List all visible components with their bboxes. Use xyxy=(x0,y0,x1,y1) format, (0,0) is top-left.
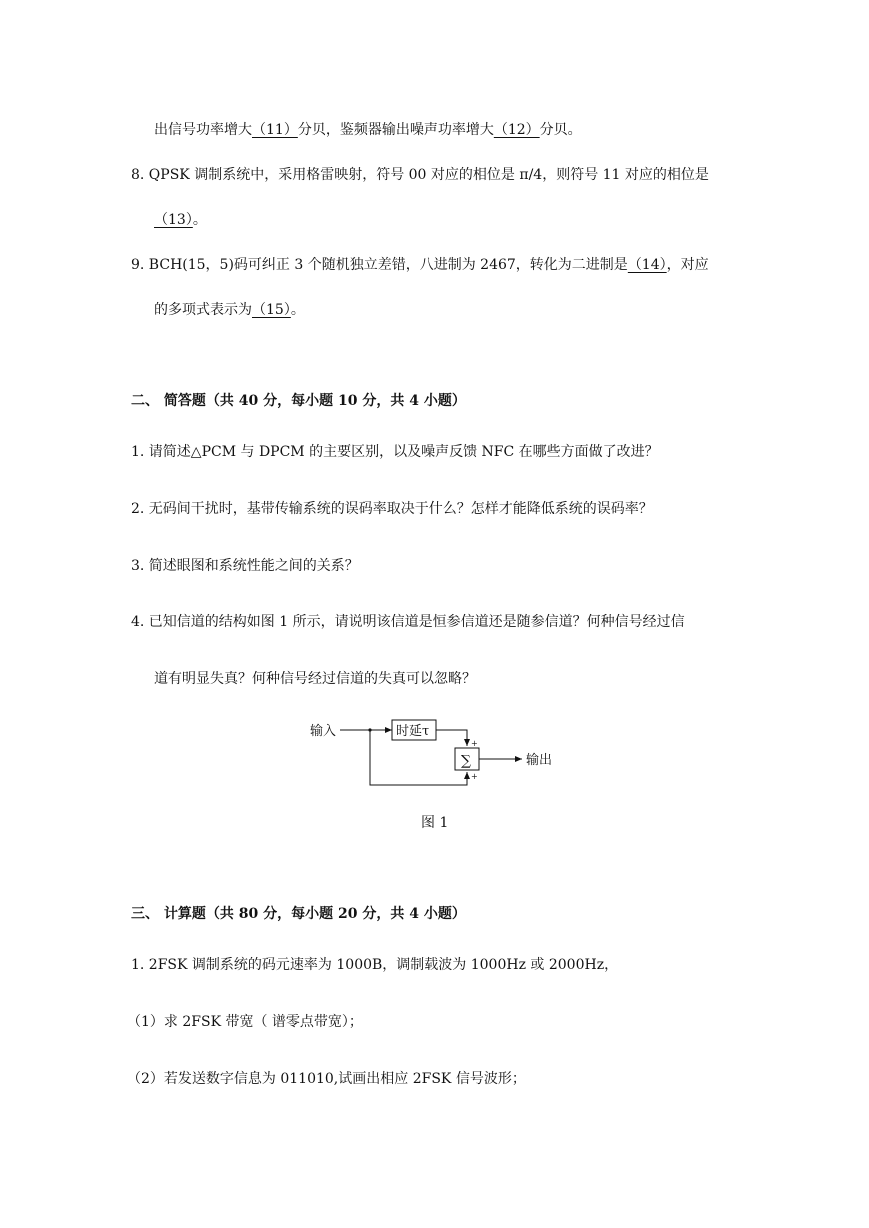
input-label: 输入 xyxy=(310,724,337,739)
q7-continuation xyxy=(154,121,582,139)
delay-label: 时延τ xyxy=(396,724,430,739)
q8-end: 。 xyxy=(192,212,207,228)
section-2-question-4-continuation: 道有明显失真？何种信号经过信道的失真可以忽略？ xyxy=(154,671,476,687)
output-label: 输出 xyxy=(526,753,553,768)
q7-text-3: 分贝。 xyxy=(539,122,582,138)
blank-13: （13） xyxy=(154,212,193,228)
section-2-question-4: 4. 已知信道的结构如图 1 所示，请说明该信道是恒参信道还是随参信道？何种信号经过信 xyxy=(131,614,685,630)
blank-14: （14） xyxy=(627,257,667,273)
q9-text-3: 的多项式表示为 xyxy=(154,302,252,318)
q9-end: 。 xyxy=(290,302,305,318)
question-9 xyxy=(131,256,709,274)
q7-text-2: 分贝，鉴频器输出噪声功率增大 xyxy=(297,122,494,138)
section-2-question-2: 2. 无码间干扰时，基带传输系统的误码率取决于什么？怎样才能降低系统的误码率？ xyxy=(131,501,653,517)
sum-symbol: ∑ xyxy=(461,753,471,769)
blank-12: （12） xyxy=(493,122,540,138)
section-2-question-1: 1. 请简述△PCM 与 DPCM 的主要区别，以及噪声反馈 NFC 在哪些方面做了改进？ xyxy=(131,444,659,460)
blank-15: （15） xyxy=(252,302,291,318)
question-9-continuation xyxy=(154,301,305,319)
channel-diagram xyxy=(300,712,580,802)
section-3-heading: 三、 计算题（共 80 分，每小题 20 分，共 4 小题） xyxy=(131,906,466,922)
plus-bottom: + xyxy=(471,772,478,781)
figure-caption: 图 1 xyxy=(421,815,449,831)
q9-text: 9. BCH(15，5)码可纠正 3 个随机独立差错，八进制为 2467，转化为二进制是 xyxy=(131,257,628,273)
q8-text: 8. QPSK 调制系统中，采用格雷映射，符号 00 对应的相位是 π/4，则符号 11 对应的相位是 xyxy=(131,167,709,183)
plus-top: + xyxy=(471,739,478,748)
delay-to-sum-line xyxy=(436,730,467,746)
section-3-question-1-part-1: （1）求 2FSK 带宽（ 谱零点带宽）； xyxy=(127,1014,363,1030)
section-2-heading: 二、 简答题（共 40 分，每小题 10 分，共 4 小题） xyxy=(131,393,466,409)
section-2-question-3: 3. 简述眼图和系统性能之间的关系？ xyxy=(131,558,359,574)
section-3-question-1: 1. 2FSK 调制系统的码元速率为 1000B，调制载波为 1000Hz 或 2000Hz， xyxy=(131,957,619,973)
q7-text: 出信号功率增大 xyxy=(154,122,252,138)
section-3-question-1-part-2: （2）若发送数字信息为 011010,试画出相应 2FSK 信号波形； xyxy=(127,1071,526,1087)
question-8 xyxy=(131,166,709,184)
question-8-continuation xyxy=(154,211,207,229)
q9-text-2: ，对应 xyxy=(666,257,709,273)
blank-11: （11） xyxy=(252,122,298,138)
